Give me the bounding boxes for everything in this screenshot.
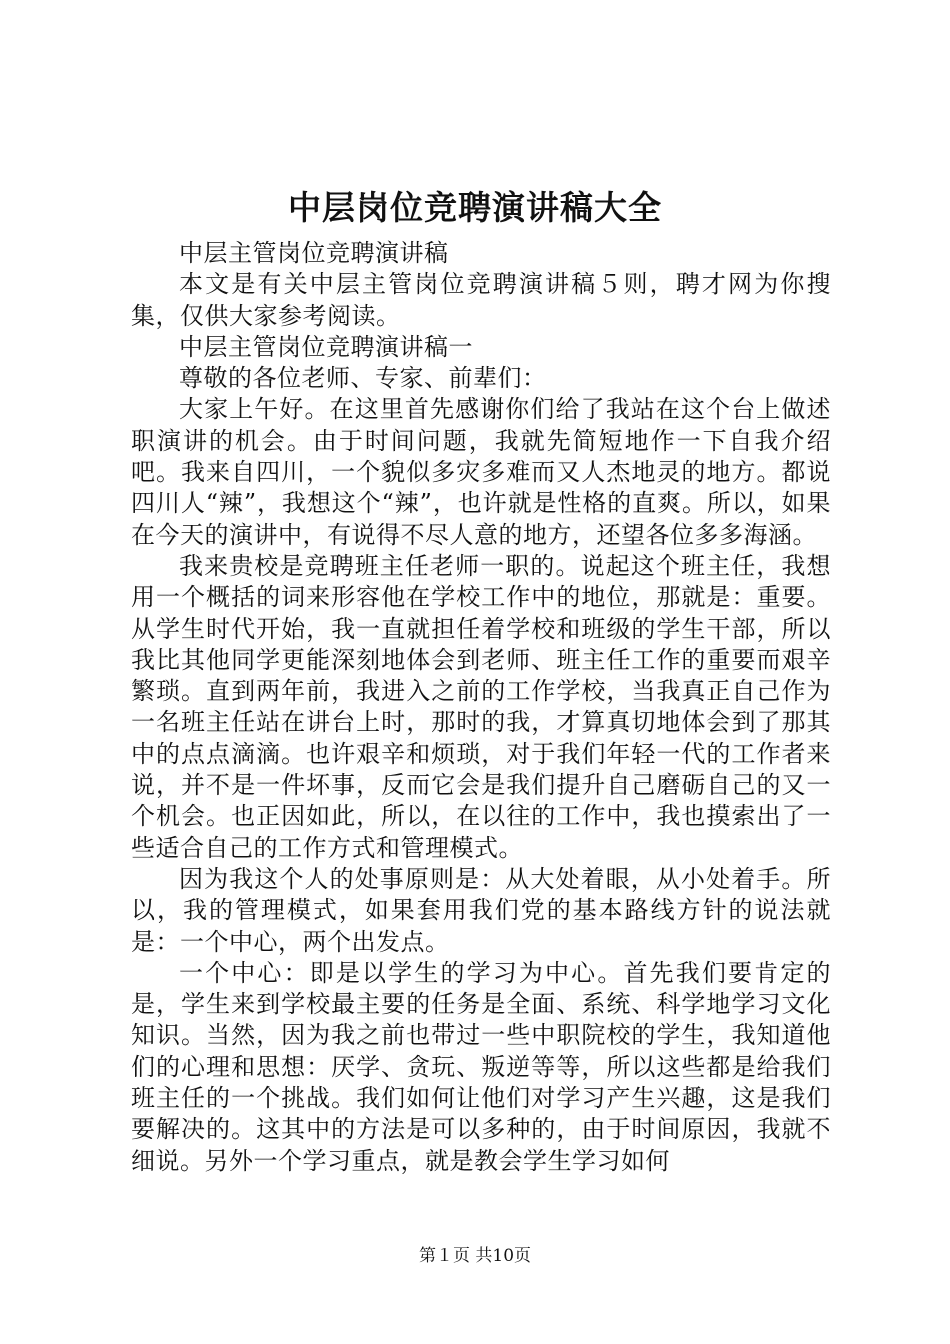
document-title: 中层岗位竞聘演讲稿大全 [288,188,662,227]
paragraph: 大家上午好。在这里首先感谢你们给了我站在这个台上做述职演讲的机会。由于时间问题，我就先简短地作一下自我介绍吧。我来自四川，一个貌似多灾多难而又人杰地灵的地方。都说四川人“辣”，我想这个“辣”，也许就是性格的直爽。所以，如果在今天的演讲中，有说得不尽人意的地方，还望各位多多海涵。 [131,395,831,549]
paragraph: 因为我这个人的处事原则是：从大处着眼，从小处着手。所以，我的管理模式，如果套用我们党的基本路线方针的说法就是：一个中心，两个出发点。 [131,864,831,956]
paragraph: 尊敬的各位老师、专家、前辈们： [179,364,547,393]
paragraph: 中层主管岗位竞聘演讲稿一 [179,332,473,361]
paragraph: 一个中心：即是以学生的学习为中心。首先我们要肯定的是，学生来到学校最主要的任务是全面、系统、科学地学习文化知识。当然，因为我之前也带过一些中职院校的学生，我知道他们的心理和思想：厌学、贪玩、叛逆等等，所以这些都是给我们班主任的一个挑战。我们如何让他们对学习产生兴趣，这是我们要解决的。这其中的方法是可以多种的，由于时间原因，我就不细说。另外一个学习重点，就是教会学生学习如何 [131,958,831,1175]
page-number-footer: 第１页 共10页 [418,1246,532,1266]
document-body [131,238,831,1177]
paragraph: 中层主管岗位竞聘演讲稿 [179,239,449,267]
paragraph: 我来贵校是竞聘班主任老师一职的。说起这个班主任，我想用一个概括的词来形容他在学校工作中的地位，那就是：重要。从学生时代开始，我一直就担任着学校和班级的学生干部，所以我比其他同学更能深刻地体会到老师、班主任工作的重要而艰辛繁琐。直到两年前，我进入之前的工作学校，当我真正自己作为一名班主任站在讲台上时，那时的我，才算真切地体会到了那其中的点点滴滴。也许艰辛和烦琐，对于我们年轻一代的工作者来说，并不是一件坏事，反而它会是我们提升自己磨砺自己的又一个机会。也正因如此，所以，在以往的工作中，我也摸索出了一些适合自己的工作方式和管理模式。 [131,551,831,862]
paragraph: 本文是有关中层主管岗位竞聘演讲稿５则，聘才网为你搜集，仅供大家参考阅读。 [131,270,831,330]
